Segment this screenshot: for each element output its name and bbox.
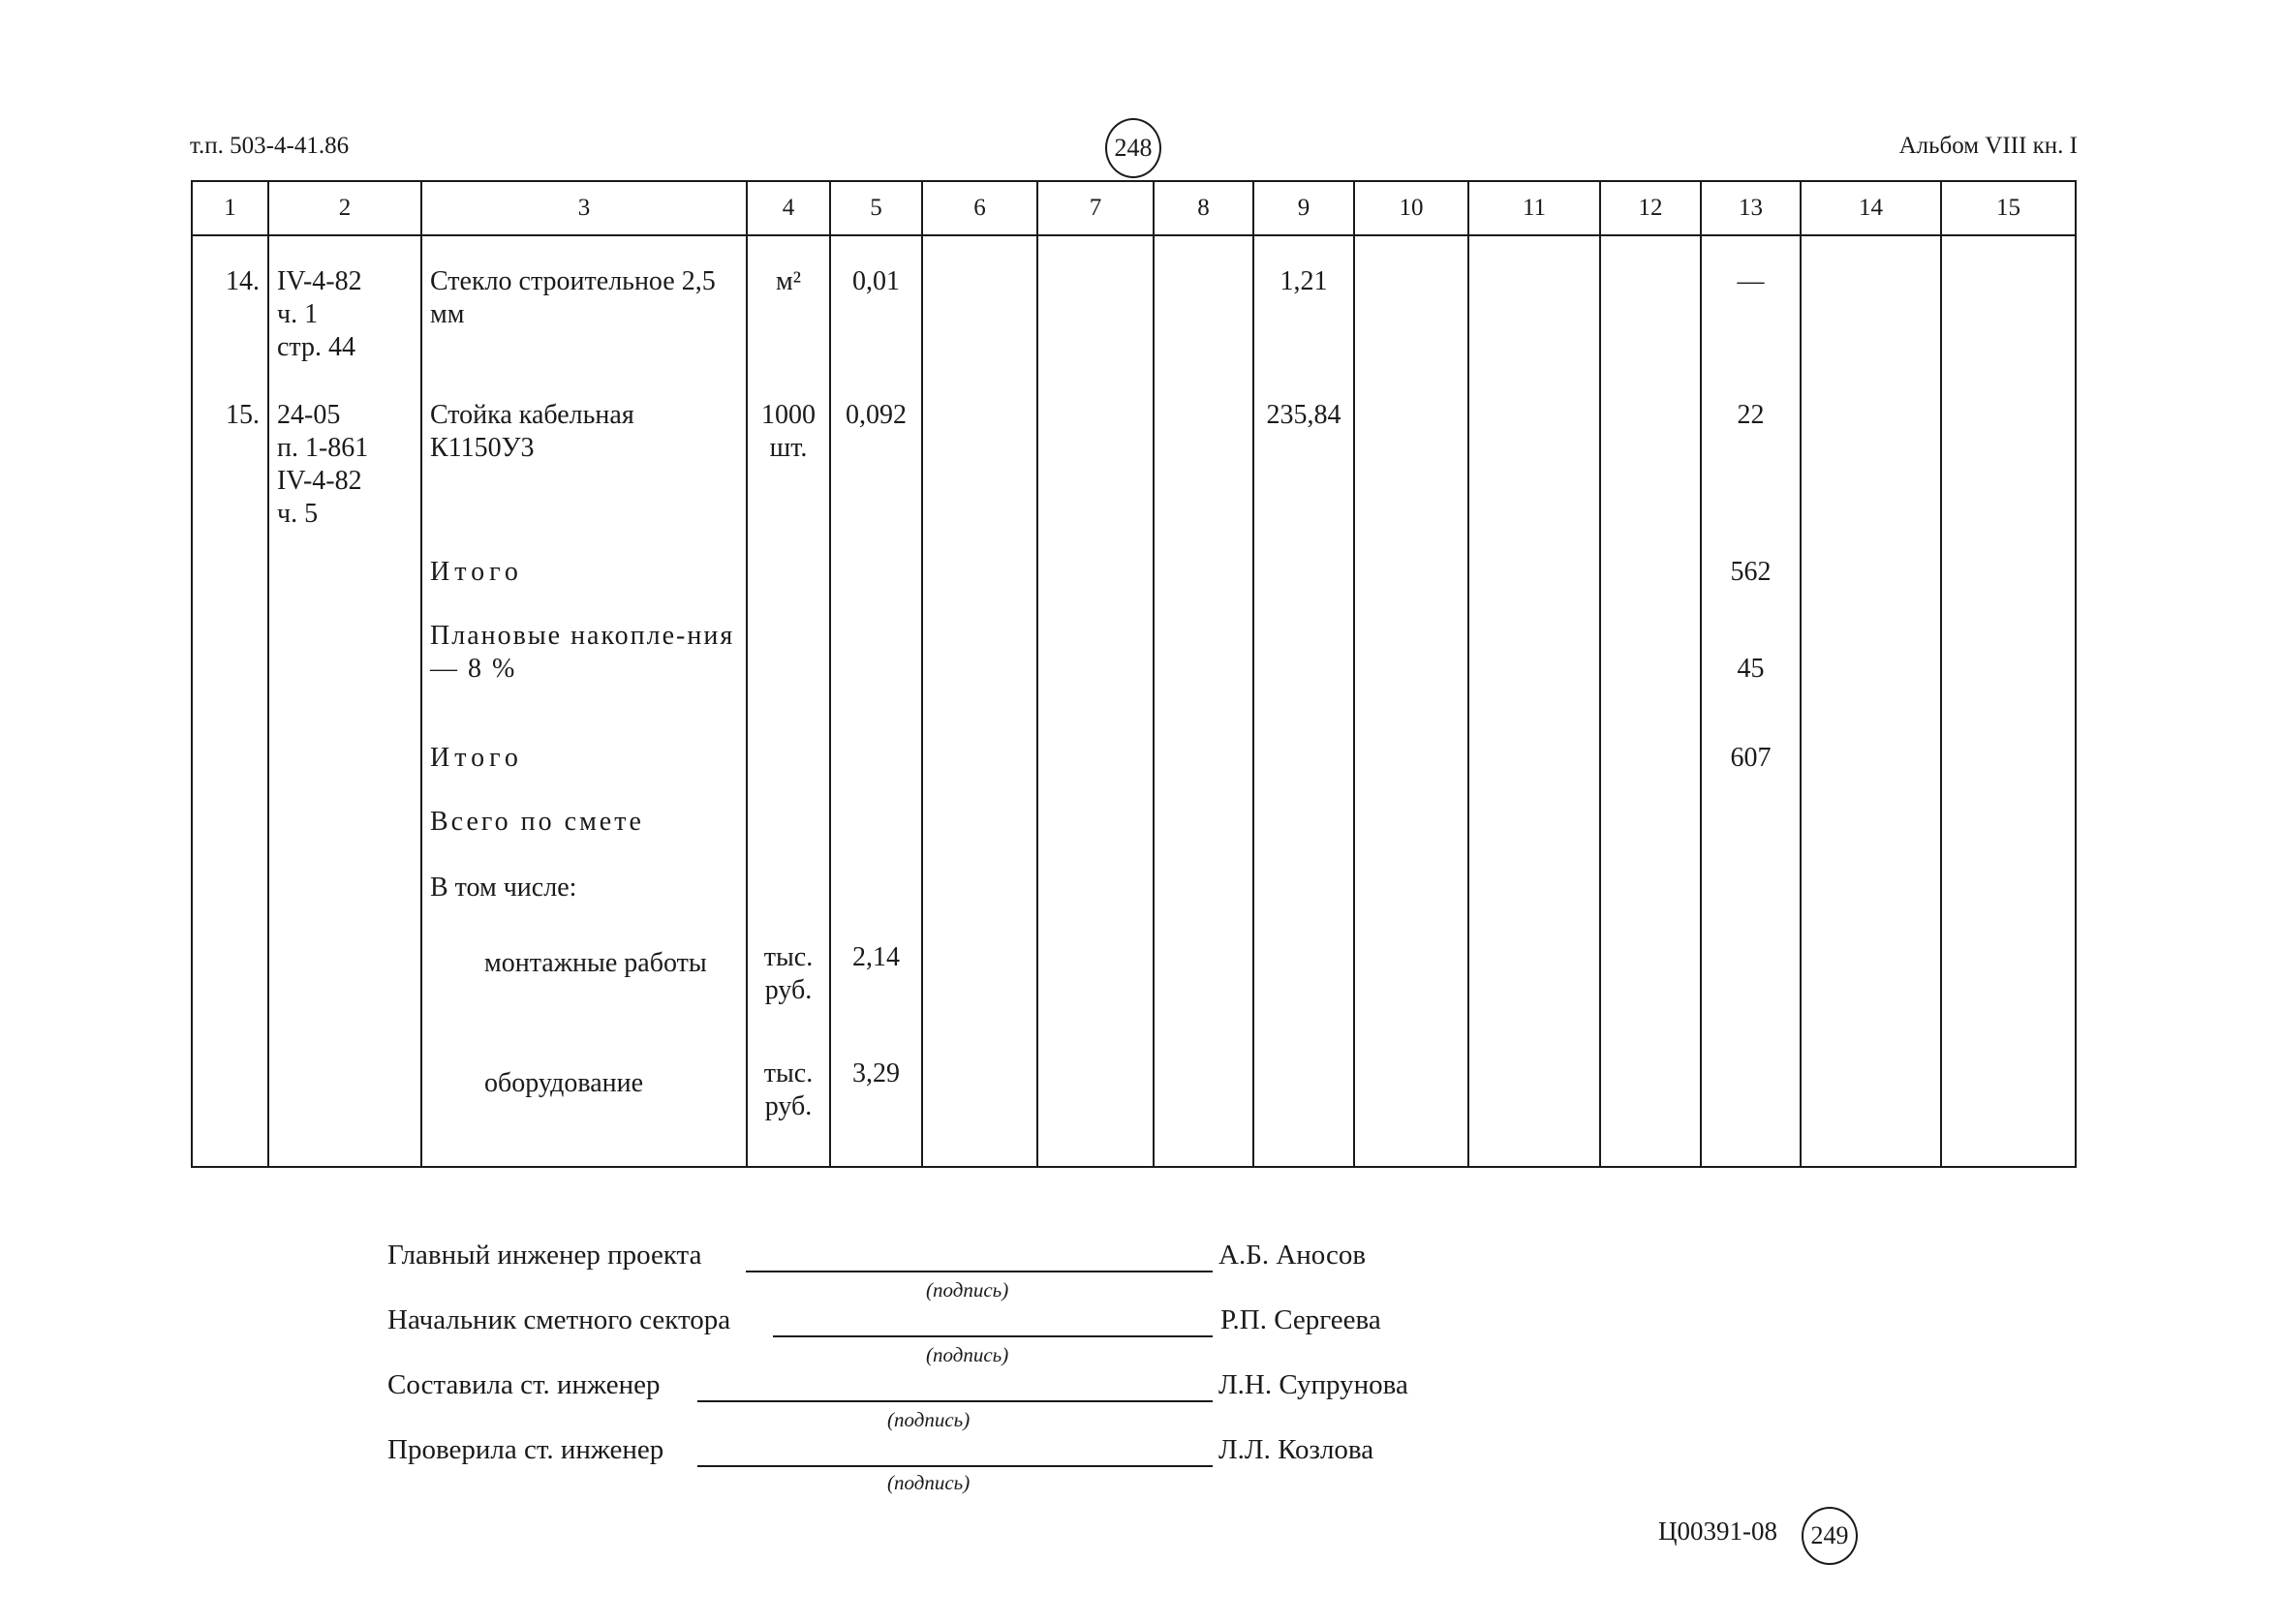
column-header: 2 [268,181,421,235]
signature-underline [746,1271,1213,1272]
column-header: 6 [922,181,1037,235]
column-header-row [192,181,2076,235]
page-number-bottom: 249 [1802,1507,1858,1565]
code-line: ч. 5 [277,499,319,529]
subtotal-row [192,544,2076,612]
name-cell [421,235,747,374]
item-name: Стекло строительное 2,5 мм [430,266,716,329]
col13-cell: 22 [1701,374,1801,544]
signature-caption: (подпись) [926,1278,1009,1302]
column-header: 8 [1154,181,1253,235]
estimate-table [191,180,2077,1168]
column-header: 13 [1701,181,1801,235]
including-label: В том числе: [421,872,747,932]
subtotal-value: 562 [1701,544,1801,612]
column-header: 3 [421,181,747,235]
signer-name: Р.П. Сергеева [1220,1304,1381,1335]
col9-cell: 1,21 [1253,235,1354,374]
album-label: Альбом VIII кн. I [1898,133,2078,159]
unit-cell: 1000 шт. [747,374,830,544]
column-header: 11 [1468,181,1600,235]
including-row [192,872,2076,932]
planned-savings-row [192,612,2076,730]
quantity-cell: 0,01 [830,235,922,374]
column-header: 5 [830,181,922,235]
page-number-top: 248 [1105,118,1161,178]
archive-code: Ц00391-08 [1658,1517,1777,1546]
name-cell [421,374,747,544]
equipment-label: оборудование [421,1052,747,1167]
unit-cell: тыс. руб. [747,932,830,1052]
code-cell [268,235,421,374]
position-cell: 15. [192,374,268,544]
column-header: 12 [1600,181,1701,235]
signature-underline [773,1335,1213,1337]
column-header: 7 [1037,181,1154,235]
planned-savings-value: 45 [1701,612,1801,730]
total-label: Всего по смете [421,798,747,872]
subtotal-label: Итого [421,544,747,612]
column-header: 1 [192,181,268,235]
signature-underline [697,1400,1213,1402]
table-row [192,374,2076,544]
signature-title: Проверила ст. инженер [387,1434,664,1465]
signature-caption: (подпись) [926,1343,1009,1366]
position-cell: 14. [192,235,268,374]
signature-title: Начальник сметного сектора [387,1304,731,1335]
code-line: IV-4-82 [277,466,362,496]
column-header: 4 [747,181,830,235]
code-line: ч. 1 [277,299,319,329]
col13-cell: — [1701,235,1801,374]
code-line: 24-05 [277,400,341,430]
signature-caption: (подпись) [887,1408,971,1431]
column-header: 14 [1801,181,1941,235]
code-line: IV-4-82 [277,266,362,296]
installation-row [192,932,2076,1052]
column-header: 10 [1354,181,1468,235]
document-code: т.п. 503-4-41.86 [190,133,350,159]
quantity-cell: 0,092 [830,374,922,544]
subtotal-row [192,730,2076,798]
column-header: 15 [1941,181,2076,235]
signer-name: Л.Л. Козлова [1218,1434,1374,1465]
table-row [192,235,2076,374]
code-cell [268,374,421,544]
signature-title: Главный инженер проекта [387,1240,702,1271]
code-line: п. 1-861 [277,433,369,463]
equipment-value: 3,29 [830,1052,922,1167]
col9-cell: 235,84 [1253,374,1354,544]
signature-title: Составила ст. инженер [387,1369,661,1400]
installation-value: 2,14 [830,932,922,1052]
signature-underline [697,1465,1213,1467]
total-row [192,798,2076,872]
planned-savings-label: Плановые накопле-ния — 8 % [421,612,747,730]
unit-cell: м² [747,235,830,374]
signer-name: Л.Н. Супрунова [1218,1369,1408,1400]
code-line: стр. 44 [277,332,356,362]
column-header: 9 [1253,181,1354,235]
installation-label: монтажные работы [421,932,747,1052]
subtotal-label: Итого [421,730,747,798]
item-name: Стойка кабельная К1150У3 [430,400,634,463]
subtotal-value: 607 [1701,730,1801,798]
equipment-row [192,1052,2076,1167]
signer-name: А.Б. Аносов [1218,1240,1367,1271]
unit-cell: тыс. руб. [747,1052,830,1167]
signature-caption: (подпись) [887,1471,971,1494]
